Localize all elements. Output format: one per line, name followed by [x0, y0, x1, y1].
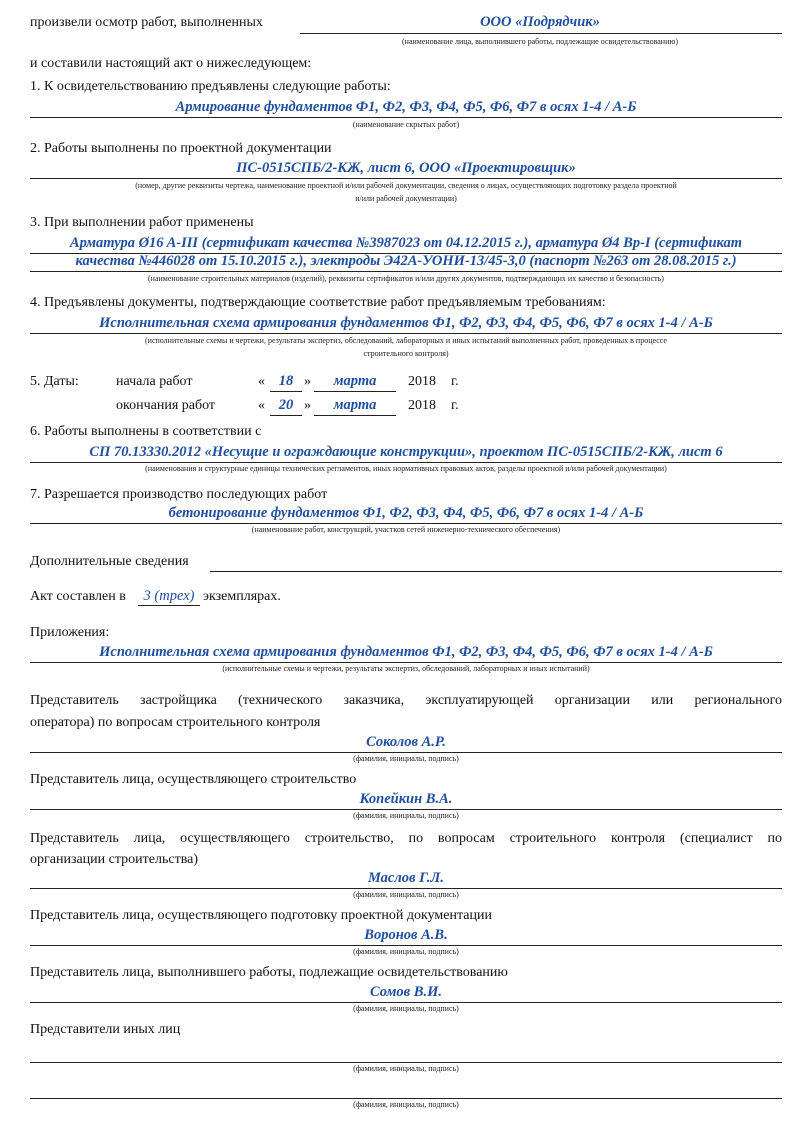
item1-underline	[30, 117, 782, 118]
item7-underline	[30, 523, 782, 524]
sig1-role-1: Представитель застройщика (технического заказчика, эксплуатирующей организации или регионального	[30, 693, 782, 708]
attachments-label: Приложения:	[30, 625, 110, 640]
sig7-caption: (фамилия, инициалы, подпись)	[353, 1100, 459, 1109]
item4-value: Исполнительная схема армирования фундаментов Ф1, Ф2, Ф3, Ф4, Ф5, Ф6, Ф7 в осях 1-4 / А-Б	[99, 315, 713, 331]
sig6-underline	[30, 1062, 782, 1063]
sig1-role-2: оператора) по вопросам строительного контроля	[30, 715, 321, 730]
end-quote-open: «	[258, 398, 265, 413]
item2-label: 2. Работы выполнены по проектной документации	[30, 141, 332, 156]
sig6-caption: (фамилия, инициалы, подпись)	[353, 1064, 459, 1073]
sig2-role-1: Представитель лица, осуществляющего строительство	[30, 772, 357, 787]
sig4-name: Воронов А.В.	[364, 927, 448, 943]
end-month: марта	[333, 397, 377, 413]
item3-underline-2	[30, 271, 782, 272]
attachments-caption: (исполнительные схемы и чертежи, результаты экспертиз, обследований, лабораторных и иных испытаний)	[222, 664, 590, 673]
start-quote-open: «	[258, 374, 265, 389]
sig3-caption: (фамилия, инициалы, подпись)	[353, 890, 459, 899]
item2-underline	[30, 178, 782, 179]
item6-caption: (наименования и структурные единицы технических регламентов, иных нормативных правовых актов, разделы проектной и/или рабочей документации)	[145, 464, 667, 473]
item7-label: 7. Разрешается производство последующих работ	[30, 487, 328, 502]
sig3-role-2: организации строительства)	[30, 852, 198, 867]
copies-suffix: экземплярах.	[203, 589, 281, 604]
item3-value-1: Арматура Ø16 A-III (сертификат качества №3987023 от 04.12.2015 г.), арматура Ø4 Вр-I (сертификат	[69, 235, 743, 251]
attachments-value: Исполнительная схема армирования фундаментов Ф1, Ф2, Ф3, Ф4, Ф5, Ф6, Ф7 в осях 1-4 / А-Б	[99, 644, 713, 660]
item1-value: Армирование фундаментов Ф1, Ф2, Ф3, Ф4, Ф5, Ф6, Ф7 в осях 1-4 / А-Б	[175, 99, 637, 115]
attachments-underline	[30, 662, 782, 663]
item1-label: 1. К освидетельствованию предъявлены следующие работы:	[30, 79, 391, 94]
sig5-caption: (фамилия, инициалы, подпись)	[353, 1004, 459, 1013]
sig5-role-1: Представитель лица, выполнившего работы, подлежащие освидетельствованию	[30, 965, 508, 980]
end-day-underline	[270, 415, 302, 416]
item7-caption: (наименование работ, конструкций, участков сетей инженерно-технического обеспечения)	[251, 525, 561, 534]
sig3-role-1: Представитель лица, осуществляющего строительство, по вопросам строительного контроля (специалист по	[30, 831, 782, 846]
sig2-caption: (фамилия, инициалы, подпись)	[353, 811, 459, 820]
item5-label: 5. Даты:	[30, 374, 79, 389]
start-year: 2018	[408, 374, 436, 389]
start-day: 18	[278, 373, 294, 389]
end-quote-close: »	[304, 398, 311, 413]
end-month-underline	[314, 415, 396, 416]
item4-caption-2: строительного контроля)	[363, 349, 449, 358]
sig4-role-1: Представитель лица, осуществляющего подготовку проектной документации	[30, 908, 492, 923]
additional-label: Дополнительные сведения	[30, 554, 189, 569]
sig2-underline	[30, 809, 782, 810]
end-year: 2018	[408, 398, 436, 413]
start-quote-close: »	[304, 374, 311, 389]
sig6-role-1: Представители иных лиц	[30, 1022, 181, 1037]
start-year-suffix: г.	[451, 374, 459, 389]
sig1-underline	[30, 752, 782, 753]
item6-label: 6. Работы выполнены в соответствии с	[30, 424, 262, 439]
sig4-caption: (фамилия, инициалы, подпись)	[353, 947, 459, 956]
sig1-name: Соколов А.Р.	[366, 734, 446, 750]
start-month-underline	[314, 391, 396, 392]
item1-caption: (наименование скрытых работ)	[352, 120, 460, 129]
sig5-underline	[30, 1002, 782, 1003]
item3-caption: (наименование строительных материалов (изделий), реквизиты сертификатов и/или других документов, подтверждающих их качество и безопасность)	[148, 274, 664, 283]
sig5-name: Сомов В.И.	[370, 984, 442, 1000]
end-label: окончания работ	[116, 398, 216, 413]
copies-prefix: Акт составлен в	[30, 589, 126, 604]
item4-underline	[30, 333, 782, 334]
start-day-underline	[270, 391, 302, 392]
item2-caption-1: (номер, другие реквизиты чертежа, наименование проектной и/или рабочей документации, сведения о лицах, осуществляющих подготовку раздела проектной	[135, 181, 677, 190]
intro-statement: и составили настоящий акт о нижеследующем:	[30, 56, 312, 71]
sig4-underline	[30, 945, 782, 946]
item2-caption-2: и/или рабочей документации)	[355, 194, 457, 203]
intro-lead: произвели осмотр работ, выполненных	[30, 15, 263, 30]
item7-value: бетонирование фундаментов Ф1, Ф2, Ф3, Ф4, Ф5, Ф6, Ф7 в осях 1-4 / А-Б	[168, 505, 644, 521]
additional-underline	[210, 571, 782, 572]
contractor-underline	[300, 33, 782, 34]
sig1-caption: (фамилия, инициалы, подпись)	[353, 754, 459, 763]
contractor-name: ООО «Подрядчик»	[480, 14, 600, 30]
start-label: начала работ	[116, 374, 193, 389]
item4-label: 4. Предъявлены документы, подтверждающие соответствие работ предъявляемым требованиям:	[30, 295, 606, 310]
end-year-suffix: г.	[451, 398, 459, 413]
copies-value: 3 (трех)	[143, 588, 195, 604]
item3-label: 3. При выполнении работ применены	[30, 215, 254, 230]
item3-value-2: качества №446028 от 15.10.2015 г.), электроды Э42А-УОНИ-13/45-3,0 (паспорт №263 от 28.08.2015 г.)	[75, 253, 737, 269]
item2-value: ПС-0515СПБ/2-КЖ, лист 6, ООО «Проектировщик»	[236, 160, 576, 176]
item4-caption-1: (исполнительные схемы и чертежи, результаты экспертиз, обследований, лабораторных и иных испытаний выполненных работ, проведенных в процессе	[145, 336, 667, 345]
copies-underline	[138, 605, 200, 606]
sig3-underline	[30, 888, 782, 889]
item6-value: СП 70.13330.2012 «Несущие и ограждающие конструкции», проектом ПС-0515СПБ/2-КЖ, лист 6	[89, 444, 723, 460]
contractor-caption: (наименование лица, выполнившего работы, подлежащие освидетельствованию)	[402, 37, 678, 46]
item6-underline	[30, 462, 782, 463]
sig7-underline	[30, 1098, 782, 1099]
sig2-name: Копейкин В.А.	[359, 791, 453, 807]
sig3-name: Маслов Г.Л.	[367, 870, 445, 886]
start-month: марта	[333, 373, 377, 389]
end-day: 20	[278, 397, 294, 413]
